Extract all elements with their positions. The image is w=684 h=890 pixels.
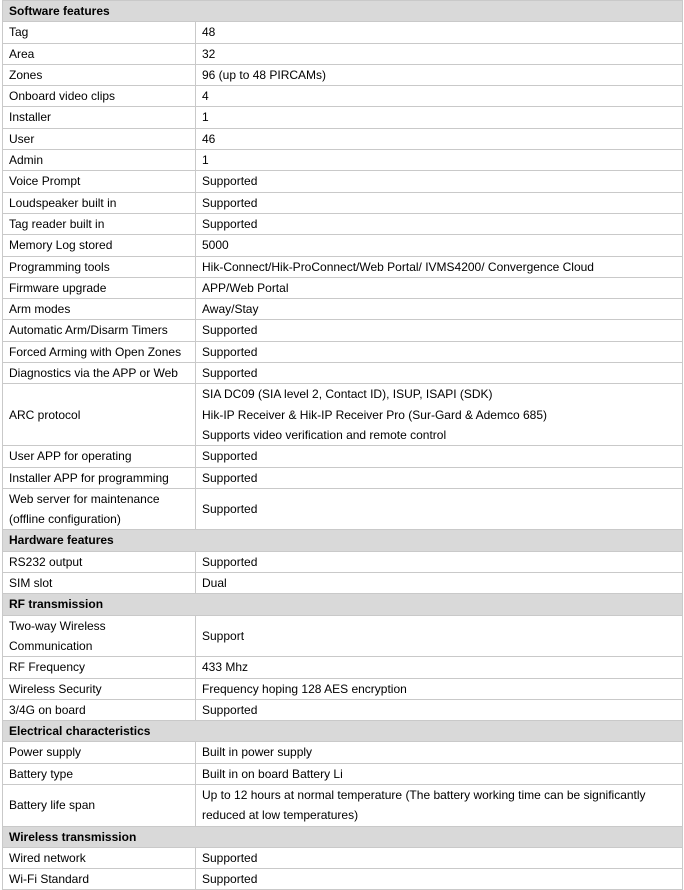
spec-value: Away/Stay <box>196 299 683 320</box>
spec-value: 4 <box>196 86 683 107</box>
section-title: Wireless transmission <box>3 826 683 847</box>
spec-value <box>196 384 683 446</box>
spec-label: Wireless Security <box>3 678 196 699</box>
table-row <box>3 192 683 213</box>
table-row <box>3 763 683 784</box>
spec-label-line: (offline configuration) <box>9 512 121 527</box>
spec-value-line: SIA DC09 (SIA level 2, Contact ID), ISUP, ISAPI (SDK) <box>202 387 493 402</box>
spec-label: Tag <box>3 22 196 43</box>
spec-value: Supported <box>196 363 683 384</box>
table-row <box>3 869 683 890</box>
spec-value: Supported <box>196 488 683 530</box>
spec-label: Battery type <box>3 763 196 784</box>
spec-label: Tag reader built in <box>3 213 196 234</box>
spec-label: Installer APP for programming <box>3 467 196 488</box>
spec-value: Supported <box>196 551 683 572</box>
spec-value: 46 <box>196 128 683 149</box>
section-header-row <box>3 1 683 22</box>
spec-label: Loudspeaker built in <box>3 192 196 213</box>
table-row <box>3 107 683 128</box>
spec-value: Built in power supply <box>196 742 683 763</box>
table-row <box>3 742 683 763</box>
section-header-row <box>3 594 683 615</box>
table-row <box>3 256 683 277</box>
table-row <box>3 657 683 678</box>
table-row <box>3 213 683 234</box>
spec-label: Forced Arming with Open Zones <box>3 341 196 362</box>
spec-value: Dual <box>196 573 683 594</box>
section-title: Electrical characteristics <box>3 721 683 742</box>
table-row <box>3 277 683 298</box>
spec-label: Wi-Fi Standard <box>3 869 196 890</box>
table-row <box>3 128 683 149</box>
table-row <box>3 86 683 107</box>
spec-value <box>196 784 683 826</box>
section-header-row <box>3 530 683 551</box>
spec-value: 5000 <box>196 235 683 256</box>
spec-value-line: Hik-IP Receiver & Hik-IP Receiver Pro (Sur-Gard & Ademco 685) <box>202 407 548 422</box>
spec-label: Zones <box>3 64 196 85</box>
spec-label-line: Web server for maintenance <box>9 491 160 506</box>
table-row <box>3 64 683 85</box>
spec-label: Power supply <box>3 742 196 763</box>
table-row <box>3 171 683 192</box>
spec-label: Firmware upgrade <box>3 277 196 298</box>
spec-label: Memory Log stored <box>3 235 196 256</box>
spec-table <box>2 0 683 890</box>
spec-value: 96 (up to 48 PIRCAMs) <box>196 64 683 85</box>
spec-value: 32 <box>196 43 683 64</box>
spec-value: Supported <box>196 847 683 868</box>
spec-value: 433 Mhz <box>196 657 683 678</box>
spec-label: Installer <box>3 107 196 128</box>
spec-value-line: reduced at low temperatures) <box>202 808 359 823</box>
spec-value: Supported <box>196 213 683 234</box>
spec-label: SIM slot <box>3 573 196 594</box>
spec-value: Frequency hoping 128 AES encryption <box>196 678 683 699</box>
spec-value: Supported <box>196 192 683 213</box>
spec-value: 1 <box>196 150 683 171</box>
spec-label: 3/4G on board <box>3 699 196 720</box>
spec-label: User APP for operating <box>3 446 196 467</box>
spec-value: 48 <box>196 22 683 43</box>
section-header-row <box>3 826 683 847</box>
table-row <box>3 699 683 720</box>
table-row <box>3 847 683 868</box>
spec-label: Battery life span <box>3 784 196 826</box>
spec-value: Supported <box>196 699 683 720</box>
spec-label: Onboard video clips <box>3 86 196 107</box>
spec-value: Supported <box>196 320 683 341</box>
spec-label: Arm modes <box>3 299 196 320</box>
table-row <box>3 678 683 699</box>
spec-value: 1 <box>196 107 683 128</box>
spec-label <box>3 488 196 530</box>
spec-value-line: Supports video verification and remote control <box>202 427 447 442</box>
spec-value: Supported <box>196 446 683 467</box>
table-row <box>3 150 683 171</box>
table-row <box>3 384 683 446</box>
spec-value: Supported <box>196 341 683 362</box>
table-row <box>3 363 683 384</box>
spec-label: Automatic Arm/Disarm Timers <box>3 320 196 341</box>
table-row <box>3 299 683 320</box>
table-row <box>3 22 683 43</box>
spec-value: Built in on board Battery Li <box>196 763 683 784</box>
spec-label: Diagnostics via the APP or Web <box>3 363 196 384</box>
spec-value: Support <box>196 615 683 657</box>
spec-label: Admin <box>3 150 196 171</box>
section-title: RF transmission <box>3 594 683 615</box>
spec-label: Wired network <box>3 847 196 868</box>
spec-table-body <box>3 1 683 890</box>
table-row <box>3 784 683 826</box>
spec-value: APP/Web Portal <box>196 277 683 298</box>
table-row <box>3 43 683 64</box>
spec-value: Supported <box>196 467 683 488</box>
spec-label: Area <box>3 43 196 64</box>
spec-label: Programming tools <box>3 256 196 277</box>
spec-label: Voice Prompt <box>3 171 196 192</box>
spec-label: User <box>3 128 196 149</box>
spec-label: RS232 output <box>3 551 196 572</box>
spec-label-line: Communication <box>9 638 93 653</box>
spec-value: Hik-Connect/Hik-ProConnect/Web Portal/ IVMS4200/ Convergence Cloud <box>196 256 683 277</box>
table-row <box>3 551 683 572</box>
table-row <box>3 615 683 657</box>
table-row <box>3 235 683 256</box>
spec-label-line: Two-way Wireless <box>9 618 106 633</box>
spec-value-line: Up to 12 hours at normal temperature (The battery working time can be significantly <box>202 787 646 802</box>
table-row <box>3 467 683 488</box>
table-row <box>3 488 683 530</box>
table-row <box>3 320 683 341</box>
spec-label <box>3 615 196 657</box>
section-title: Hardware features <box>3 530 683 551</box>
section-header-row <box>3 721 683 742</box>
spec-value: Supported <box>196 869 683 890</box>
spec-label: ARC protocol <box>3 384 196 446</box>
table-row <box>3 341 683 362</box>
table-row <box>3 573 683 594</box>
table-row <box>3 446 683 467</box>
section-title: Software features <box>3 1 683 22</box>
spec-label: RF Frequency <box>3 657 196 678</box>
spec-value: Supported <box>196 171 683 192</box>
